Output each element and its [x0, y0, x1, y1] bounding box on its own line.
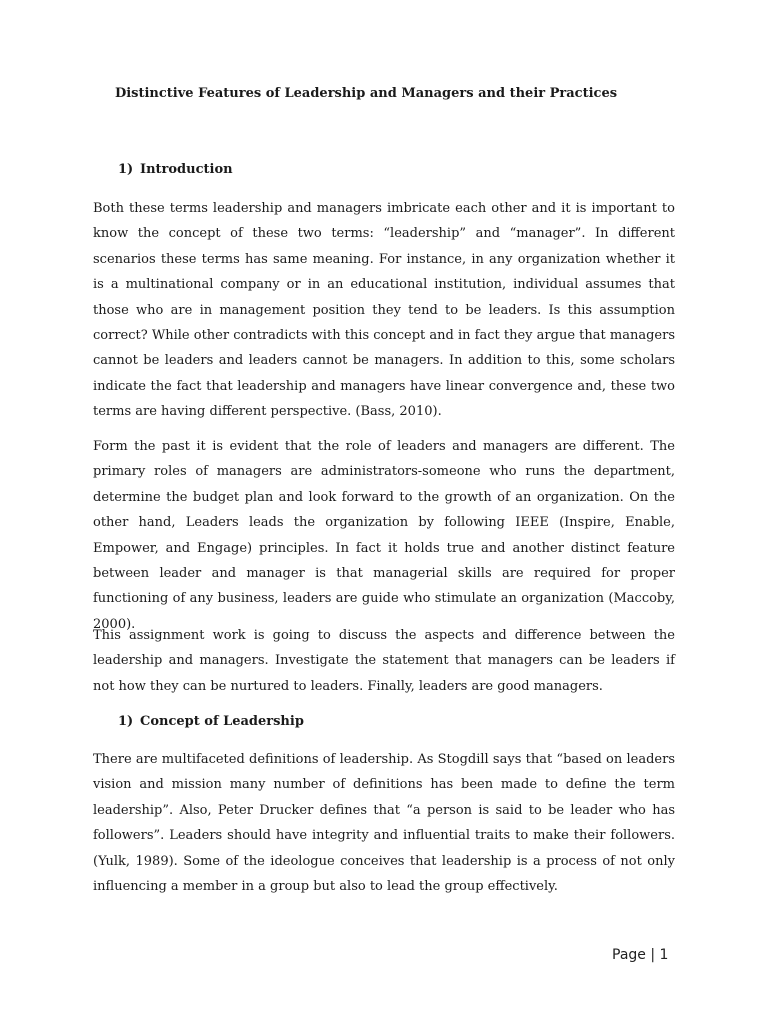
page-number: Page | 1	[612, 947, 669, 963]
paragraph: This assignment work is going to discuss the aspects and difference between the leadership and managers. Investigate the statement that managers can be leaders if not how they can be nurtured to leaders. Finally, leaders are good managers.	[93, 628, 675, 694]
document-title: Distinctive Features of Leadership and Managers and their Practices	[114, 86, 618, 101]
section-number: 1)	[118, 714, 134, 729]
paragraph: Both these terms leadership and managers imbricate each other and it is important to know the concept of these two terms: “leadership” and “manager”. In different scenarios these terms has same meaning. For instance, in any organization whether it is a multinational company or in an educational institution, individual assumes that those who are in management position they tend to be leaders. Is this assumption correct? While other contradicts with this concept and in fact they argue that managers cannot be leaders and leaders cannot be managers. In addition to this, some scholars indicate the fact that leadership and managers have linear convergence and, these two terms are having different perspective. (Bass, 2010).	[93, 201, 675, 420]
section-heading-concept-of-leadership	[118, 714, 304, 729]
paragraph: There are multifaceted definitions of leadership. As Stogdill says that “based on leaders vision and mission many number of definitions has been made to define the term leadership”. Also, Peter Drucker defines that “a person is said to be leader who has followers”. Leaders should have integrity and influential traits to make their followers. (Yulk, 1989). Some of the ideologue conceives that leadership is a process of not only influencing a member in a group but also to lead the group effectively.	[93, 752, 675, 895]
section-heading-introduction	[118, 162, 233, 177]
section-number: 1)	[118, 162, 134, 177]
section-title: Introduction	[140, 162, 233, 177]
paragraph: Form the past it is evident that the role of leaders and managers are different. The primary roles of managers are administrators-someone who runs the department, determine the budget plan and look forward to the growth of an organization. On the other hand, Leaders leads the organization by following IEEE (Inspire, Enable, Empower, and Engage) principles. In fact it holds true and another distinct feature between leader and manager is that managerial skills are required for proper functioning of any business, leaders are guide who stimulate an organization (Maccoby, 2000).	[93, 439, 675, 632]
section-title: Concept of Leadership	[140, 714, 304, 729]
